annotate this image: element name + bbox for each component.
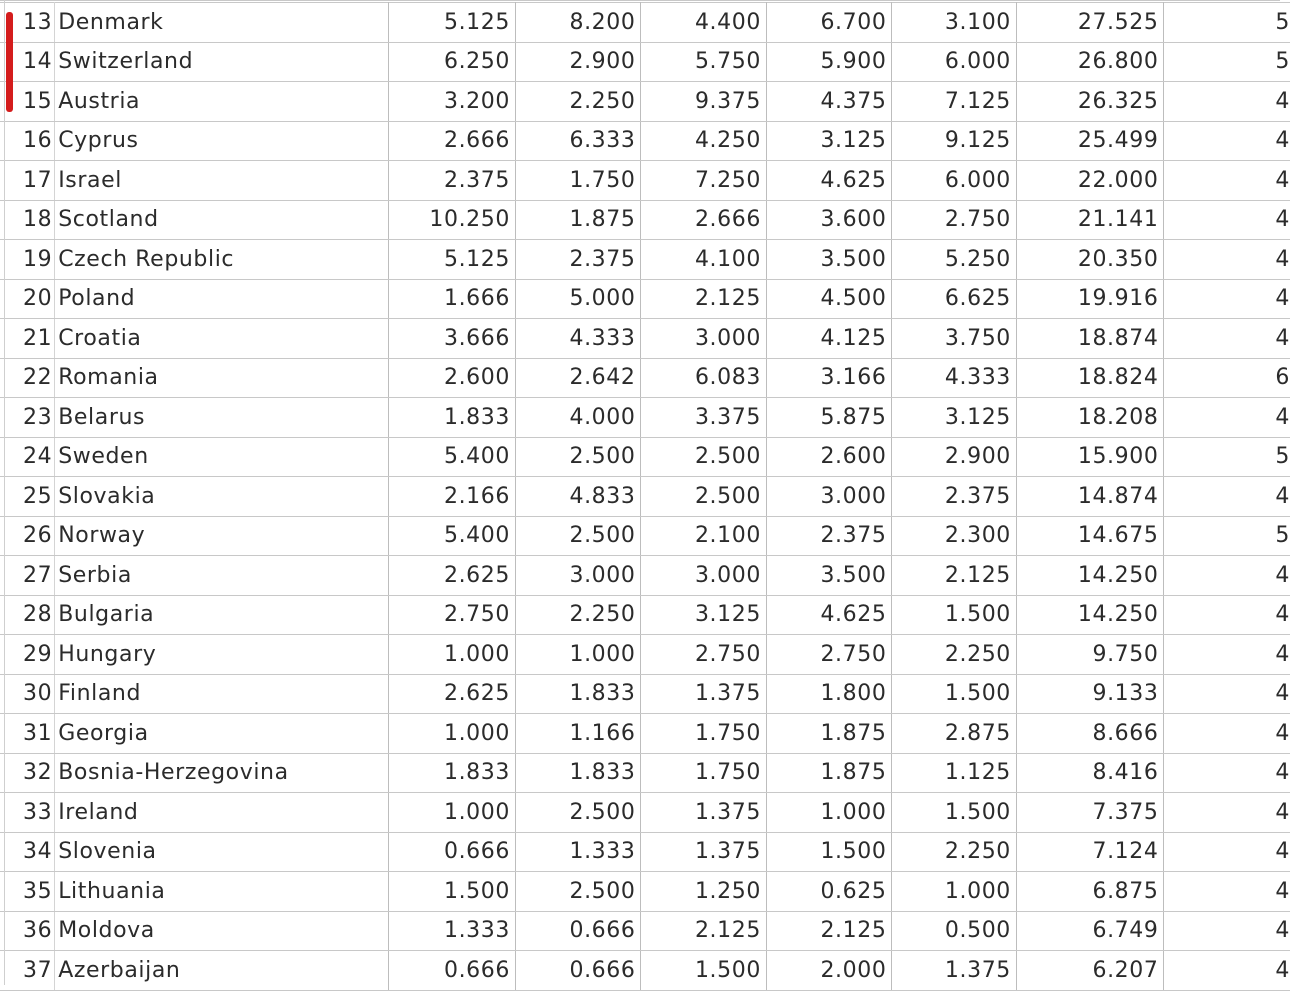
country-name: Sweden [55,437,389,477]
season-2-points: 4.833 [515,477,640,517]
season-5-points: 1.500 [892,793,1016,833]
season-3-points: 1.250 [641,872,766,912]
teams-count: 4 [1164,319,1290,359]
table-left-border [4,0,5,985]
total-points: 9.133 [1016,674,1164,714]
season-5-points: 7.125 [892,82,1016,122]
season-1-points: 2.166 [389,477,515,517]
total-points: 22.000 [1016,161,1164,201]
season-1-points: 2.625 [389,674,515,714]
total-points: 14.874 [1016,477,1164,517]
season-5-points: 2.375 [892,477,1016,517]
teams-count: 5 [1164,3,1290,43]
season-5-points: 1.500 [892,674,1016,714]
country-name: Bulgaria [55,595,389,635]
rank-cell: 15 [0,82,55,122]
country-name: Switzerland [55,42,389,82]
country-name: Slovenia [55,832,389,872]
season-4-points: 2.375 [766,516,891,556]
country-name: Bosnia-Herzegovina [55,753,389,793]
teams-count: 4 [1164,832,1290,872]
season-1-points: 3.666 [389,319,515,359]
season-2-points: 2.500 [515,793,640,833]
country-name: Poland [55,279,389,319]
season-3-points: 5.750 [641,42,766,82]
country-name: Croatia [55,319,389,359]
season-2-points: 4.333 [515,319,640,359]
season-1-points: 1.666 [389,279,515,319]
table-row [0,279,1290,319]
season-4-points: 2.000 [766,951,891,991]
season-1-points: 6.250 [389,42,515,82]
rank-cell: 18 [0,200,55,240]
rank-cell: 30 [0,674,55,714]
rank-cell: 37 [0,951,55,991]
season-1-points: 0.666 [389,832,515,872]
country-name: Belarus [55,398,389,438]
table-row [0,3,1290,43]
season-1-points: 1.833 [389,398,515,438]
country-name: Israel [55,161,389,201]
table-row [0,398,1290,438]
season-1-points: 1.333 [389,911,515,951]
teams-count: 4 [1164,951,1290,991]
season-4-points: 4.375 [766,82,891,122]
table-row [0,161,1290,201]
rank-cell: 26 [0,516,55,556]
season-2-points: 1.875 [515,200,640,240]
teams-count: 4 [1164,398,1290,438]
coefficient-table [0,2,1290,991]
total-points: 19.916 [1016,279,1164,319]
teams-count: 4 [1164,595,1290,635]
total-points: 20.350 [1016,240,1164,280]
rank-cell: 32 [0,753,55,793]
rank-cell: 22 [0,358,55,398]
table-row [0,437,1290,477]
season-2-points: 2.500 [515,437,640,477]
rank-cell: 20 [0,279,55,319]
season-5-points: 3.125 [892,398,1016,438]
table-row [0,556,1290,596]
table-row [0,595,1290,635]
season-2-points: 2.375 [515,240,640,280]
country-name: Denmark [55,3,389,43]
season-1-points: 2.625 [389,556,515,596]
total-points: 6.207 [1016,951,1164,991]
season-4-points: 4.625 [766,161,891,201]
country-name: Norway [55,516,389,556]
rank-cell: 23 [0,398,55,438]
country-name: Cyprus [55,121,389,161]
season-5-points: 2.125 [892,556,1016,596]
table-row [0,319,1290,359]
season-4-points: 3.500 [766,240,891,280]
season-5-points: 5.250 [892,240,1016,280]
country-name: Slovakia [55,477,389,517]
season-5-points: 2.750 [892,200,1016,240]
season-5-points: 2.250 [892,832,1016,872]
season-2-points: 5.000 [515,279,640,319]
season-4-points: 4.625 [766,595,891,635]
table-row [0,714,1290,754]
season-4-points: 4.125 [766,319,891,359]
rank-cell: 28 [0,595,55,635]
total-points: 25.499 [1016,121,1164,161]
total-points: 6.875 [1016,872,1164,912]
season-3-points: 1.750 [641,753,766,793]
season-4-points: 1.500 [766,832,891,872]
table-row [0,872,1290,912]
teams-count: 4 [1164,714,1290,754]
season-1-points: 5.400 [389,516,515,556]
teams-count: 4 [1164,872,1290,912]
total-points: 26.800 [1016,42,1164,82]
season-2-points: 1.833 [515,674,640,714]
season-3-points: 7.250 [641,161,766,201]
season-3-points: 1.750 [641,714,766,754]
table-row [0,477,1290,517]
season-3-points: 4.250 [641,121,766,161]
season-4-points: 5.900 [766,42,891,82]
table-row [0,753,1290,793]
rank-cell: 33 [0,793,55,833]
season-5-points: 9.125 [892,121,1016,161]
season-3-points: 2.500 [641,437,766,477]
season-2-points: 1.750 [515,161,640,201]
total-points: 7.124 [1016,832,1164,872]
teams-count: 4 [1164,161,1290,201]
season-1-points: 5.125 [389,3,515,43]
teams-count: 5 [1164,437,1290,477]
teams-count: 4 [1164,556,1290,596]
season-5-points: 6.000 [892,161,1016,201]
season-4-points: 3.000 [766,477,891,517]
table-row [0,240,1290,280]
season-4-points: 3.600 [766,200,891,240]
season-1-points: 3.200 [389,82,515,122]
season-1-points: 5.125 [389,240,515,280]
season-3-points: 1.375 [641,832,766,872]
table-row [0,832,1290,872]
season-2-points: 3.000 [515,556,640,596]
teams-count: 4 [1164,635,1290,675]
season-2-points: 2.642 [515,358,640,398]
season-3-points: 4.100 [641,240,766,280]
rank-cell: 24 [0,437,55,477]
teams-count: 4 [1164,121,1290,161]
total-points: 9.750 [1016,635,1164,675]
season-2-points: 2.250 [515,595,640,635]
teams-count: 5 [1164,42,1290,82]
rank-cell: 31 [0,714,55,754]
table-row [0,635,1290,675]
season-4-points: 4.500 [766,279,891,319]
table-top-border [0,0,1280,1]
season-3-points: 1.500 [641,951,766,991]
season-1-points: 1.000 [389,793,515,833]
teams-count: 5 [1164,516,1290,556]
season-5-points: 3.750 [892,319,1016,359]
total-points: 14.675 [1016,516,1164,556]
season-4-points: 5.875 [766,398,891,438]
rank-cell: 27 [0,556,55,596]
table-row [0,674,1290,714]
season-1-points: 2.666 [389,121,515,161]
season-4-points: 1.000 [766,793,891,833]
country-name: Romania [55,358,389,398]
table-row [0,793,1290,833]
season-3-points: 2.100 [641,516,766,556]
table-row [0,121,1290,161]
season-3-points: 1.375 [641,793,766,833]
season-4-points: 3.125 [766,121,891,161]
table-row [0,911,1290,951]
season-4-points: 1.800 [766,674,891,714]
table-row [0,951,1290,991]
season-5-points: 0.500 [892,911,1016,951]
rank-cell: 17 [0,161,55,201]
rank-cell: 34 [0,832,55,872]
teams-count: 4 [1164,911,1290,951]
total-points: 6.749 [1016,911,1164,951]
rank-cell: 16 [0,121,55,161]
total-points: 21.141 [1016,200,1164,240]
season-4-points: 6.700 [766,3,891,43]
highlight-marker [6,12,13,112]
season-5-points: 1.500 [892,595,1016,635]
season-2-points: 4.000 [515,398,640,438]
season-2-points: 2.500 [515,872,640,912]
season-5-points: 6.625 [892,279,1016,319]
country-name: Hungary [55,635,389,675]
rank-cell: 29 [0,635,55,675]
rank-cell: 13 [0,3,55,43]
season-5-points: 6.000 [892,42,1016,82]
season-4-points: 1.875 [766,753,891,793]
rank-cell: 21 [0,319,55,359]
season-1-points: 1.833 [389,753,515,793]
season-5-points: 2.300 [892,516,1016,556]
teams-count: 4 [1164,82,1290,122]
season-3-points: 2.500 [641,477,766,517]
season-5-points: 2.250 [892,635,1016,675]
country-name: Austria [55,82,389,122]
total-points: 15.900 [1016,437,1164,477]
season-4-points: 3.166 [766,358,891,398]
season-2-points: 0.666 [515,911,640,951]
season-3-points: 6.083 [641,358,766,398]
season-1-points: 10.250 [389,200,515,240]
table-row [0,516,1290,556]
season-4-points: 1.875 [766,714,891,754]
season-2-points: 1.333 [515,832,640,872]
country-name: Lithuania [55,872,389,912]
country-name: Scotland [55,200,389,240]
season-3-points: 2.750 [641,635,766,675]
season-3-points: 2.125 [641,279,766,319]
total-points: 18.824 [1016,358,1164,398]
country-name: Moldova [55,911,389,951]
season-3-points: 2.125 [641,911,766,951]
season-1-points: 1.000 [389,635,515,675]
season-1-points: 5.400 [389,437,515,477]
season-2-points: 1.833 [515,753,640,793]
season-3-points: 9.375 [641,82,766,122]
season-1-points: 1.000 [389,714,515,754]
country-name: Ireland [55,793,389,833]
season-2-points: 2.900 [515,42,640,82]
season-1-points: 0.666 [389,951,515,991]
season-5-points: 1.000 [892,872,1016,912]
rank-cell: 36 [0,911,55,951]
season-5-points: 4.333 [892,358,1016,398]
season-2-points: 8.200 [515,3,640,43]
table-row [0,358,1290,398]
season-5-points: 1.125 [892,753,1016,793]
teams-count: 4 [1164,240,1290,280]
season-3-points: 3.375 [641,398,766,438]
season-2-points: 1.000 [515,635,640,675]
season-2-points: 2.250 [515,82,640,122]
table-row [0,42,1290,82]
country-name: Serbia [55,556,389,596]
teams-count: 4 [1164,753,1290,793]
teams-count: 6 [1164,358,1290,398]
season-2-points: 1.166 [515,714,640,754]
season-5-points: 2.875 [892,714,1016,754]
season-4-points: 2.750 [766,635,891,675]
rank-cell: 35 [0,872,55,912]
season-4-points: 2.125 [766,911,891,951]
season-3-points: 3.000 [641,319,766,359]
total-points: 26.325 [1016,82,1164,122]
season-2-points: 2.500 [515,516,640,556]
total-points: 8.416 [1016,753,1164,793]
season-4-points: 2.600 [766,437,891,477]
total-points: 14.250 [1016,595,1164,635]
season-1-points: 2.600 [389,358,515,398]
rank-cell: 25 [0,477,55,517]
country-name: Czech Republic [55,240,389,280]
teams-count: 4 [1164,279,1290,319]
season-5-points: 2.900 [892,437,1016,477]
table-row [0,82,1290,122]
season-3-points: 1.375 [641,674,766,714]
season-5-points: 1.375 [892,951,1016,991]
country-name: Georgia [55,714,389,754]
season-1-points: 1.500 [389,872,515,912]
season-2-points: 0.666 [515,951,640,991]
season-3-points: 3.000 [641,556,766,596]
total-points: 14.250 [1016,556,1164,596]
teams-count: 4 [1164,200,1290,240]
season-4-points: 0.625 [766,872,891,912]
rank-cell: 19 [0,240,55,280]
teams-count: 4 [1164,793,1290,833]
country-name: Azerbaijan [55,951,389,991]
season-1-points: 2.750 [389,595,515,635]
total-points: 18.208 [1016,398,1164,438]
teams-count: 4 [1164,477,1290,517]
teams-count: 4 [1164,674,1290,714]
rank-cell: 14 [0,42,55,82]
total-points: 18.874 [1016,319,1164,359]
season-1-points: 2.375 [389,161,515,201]
total-points: 27.525 [1016,3,1164,43]
season-3-points: 3.125 [641,595,766,635]
total-points: 7.375 [1016,793,1164,833]
season-2-points: 6.333 [515,121,640,161]
table-body [0,3,1290,991]
season-3-points: 4.400 [641,3,766,43]
total-points: 8.666 [1016,714,1164,754]
table-row [0,200,1290,240]
season-3-points: 2.666 [641,200,766,240]
season-5-points: 3.100 [892,3,1016,43]
country-name: Finland [55,674,389,714]
season-4-points: 3.500 [766,556,891,596]
